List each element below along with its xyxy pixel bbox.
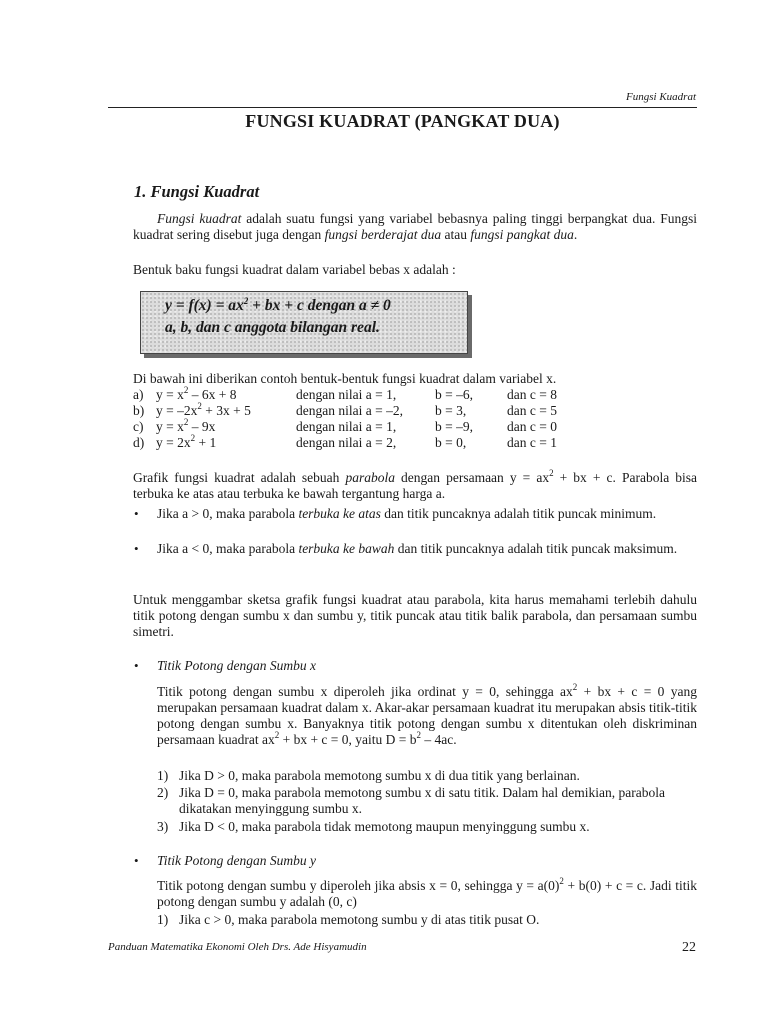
tp-x-paragraph: Titik potong dengan sumbu x diperoleh jika ordinat y = 0, sehingga $ax^2$ + bx + c = 0 yang merupakan persamaan kuadrat dalam x. Akar-akar persamaan kuadrat itu merupakan absis titik-titik potong dengan sumbu x. Banyaknya titik potong dengan sumbu x ditentukan oleh diskriminan persamaan kuadrat $ax^2$ + bx + c = 0, yaitu $D = b^2 - 4ac$. xyxy=(157,682,697,747)
formula-box xyxy=(140,291,468,354)
bullet-icon: • xyxy=(134,541,139,556)
section-heading xyxy=(134,182,259,202)
footer-credit: Panduan Matematika Ekonomi Oleh Drs. Ade Hisyamudin xyxy=(108,941,367,953)
section-number: 1. xyxy=(134,182,147,201)
section-heading-text: Fungsi Kuadrat xyxy=(150,182,260,201)
bullet-a-positive: Jika a > 0, maka parabola terbuka ke atas dan titik puncaknya adalah titik puncak minimum. xyxy=(157,506,657,521)
example-row-b: b) $y = -2x^2 + 3x + 5$ dengan nilai a = –2, b = 3, dan c = 5 xyxy=(133,401,557,418)
header-rule xyxy=(108,107,697,108)
formula-line-2: a, b, dan c anggota bilangan real. xyxy=(165,319,380,336)
parabola-term: parabola xyxy=(345,470,395,485)
tp-y-paragraph: Titik potong dengan sumbu y diperoleh jika absis x = 0, sehingga $y = a(0)^2 + b(0) + c = c$. Jadi titik potong dengan sumbu y adalah (0, c) xyxy=(157,876,697,909)
examples-intro: Di bawah ini diberikan contoh bentuk-bentuk fungsi kuadrat dalam variabel x. xyxy=(133,371,557,386)
page-title: FUNGSI KUADRAT (PANGKAT DUA) xyxy=(245,111,560,131)
sketsa-paragraph: Untuk menggambar sketsa grafik fungsi kuadrat atau parabola, kita harus memahami terlebih dahulu titik potong dengan sumbu x dan sumbu y, titik puncak atau titik balik parabola, dan persamaan sumbu simetri. xyxy=(133,592,697,639)
grafik-paragraph: Grafik fungsi kuadrat adalah sebuah parabola dengan persamaan $y = ax^2$ + bx + c. Parabola bisa terbuka ke atas atau terbuka ke bawah tergantung harga a. xyxy=(133,468,697,501)
example-row-d: d) $y = 2x^2 + 1$ dengan nilai a = 2, b = 0, dan c = 1 xyxy=(133,433,557,450)
intro-alt-term-2: fungsi pangkat dua xyxy=(470,227,574,242)
intro-paragraph: Fungsi kuadrat adalah suatu fungsi yang variabel bebasnya paling tinggi berpangkat dua. Fungsi kuadrat sering disebut juga dengan fungsi berderajat dua atau fungsi pangkat dua. xyxy=(133,211,698,242)
example-row-a: a) $y = x^2 - 6x + 8$ dengan nilai a = 1, b = –6, dan c = 8 xyxy=(133,385,557,402)
bullet-icon: • xyxy=(134,506,139,521)
document-page: Fungsi Kuadrat FUNGSI KUADRAT (PANGKAT DUA) 1. Fungsi Kuadrat Fungsi kuadrat adalah suatu fungsi yang variabel bebasnya paling tinggi berpangkat dua. Fungsi kuadrat sering disebut juga dengan fungsi berderajat dua atau fungsi pangkat dua. Bentuk baku fungsi kuadrat dalam variabel bebas x adalah : $y = f(x) = ax^2$ + bx + c dengan a ≠ 0 a, b, dan c anggota bilangan real. Di bawah ini diberikan contoh bentuk-bentuk fungsi kuadrat dalam variabel x. a) $y = x^2 - 6x + 8$ dengan nilai a = 1, b = –6, dan c = 8 b) $y = -2x^2 + 3x + 5$ dengan nilai a = –2, b = 3, dan c = 5 c) $y = x^2 - 9x$ dengan nilai a = 1, b = –9, dan c = 0 d) $y = 2x^2 + 1$ dengan nilai a = 2, b = 0, dan c = 1 Grafik fungsi kuadrat adalah sebuah parabola dengan persamaan $y = ax^2$ + bx + c. Parabola bisa terbuka ke atas atau terbuka ke bawah tergantung harga a. • Jika a > 0, maka parabola terbuka ke atas dan titik puncaknya adalah titik puncak minimum. • Jika a < 0, maka parabola terbuka ke bawah dan titik puncaknya adalah titik puncak maksimum. Untuk menggambar sketsa grafik fungsi kuadrat atau parabola, kita harus memahami terlebih dahulu titik potong dengan sumbu x dan sumbu y, titik puncak atau titik balik parabola, dan persamaan sumbu simetri. • Titik Potong dengan Sumbu x Titik potong dengan sumbu x diperoleh jika ordinat y = 0, sehingga $ax^2$ + bx + c = 0 yang merupakan persamaan kuadrat dalam x. Akar-akar persamaan kuadrat itu merupakan absis titik-titik potong dengan sumbu x. Banyaknya titik potong dengan sumbu x ditentukan oleh diskriminan persamaan kuadrat $ax^2$ + bx + c = 0, yaitu $D = b^2 - 4ac$. 1) Jika D > 0, maka parabola memotong sumbu x di dua titik yang berlainan. 2) Jika D = 0, maka parabola memotong sumbu x di satu titik. Dalam hal demikian, parabola dikatakan menyinggung sumbu x. 3) Jika D < 0, maka parabola tidak memotong maupun menyinggung sumbu x. • Titik Potong dengan Sumbu y Titik potong dengan sumbu y diperoleh jika absis x = 0, sehingga $y = a(0)^2 + b(0) + c = c$. Jadi titik potong dengan sumbu y adalah (0, c) 1) Jika c > 0, maka parabola memotong sumbu y di atas titik pusat O. Panduan Matematika Ekonomi Oleh Drs. Ade Hisyamudin 22 xyxy=(108,91,698,955)
tp-x-heading: Titik Potong dengan Sumbu x xyxy=(157,658,316,673)
bullet-a-negative: Jika a < 0, maka parabola terbuka ke bawah dan titik puncaknya adalah titik puncak maksimum. xyxy=(157,541,678,556)
bullet-icon: • xyxy=(134,853,139,868)
page-number: 22 xyxy=(682,940,696,955)
intro-term: Fungsi kuadrat xyxy=(157,211,242,226)
tp-y-heading: Titik Potong dengan Sumbu y xyxy=(157,853,316,868)
formula-line-1: $y = f(x) = ax^2$ + bx + c dengan a ≠ 0 xyxy=(165,296,391,314)
baku-sentence: Bentuk baku fungsi kuadrat dalam variabel bebas x adalah : xyxy=(133,262,456,277)
example-row-c: c) $y = x^2 - 9x$ dengan nilai a = 1, b = –9, dan c = 0 xyxy=(133,417,557,434)
intro-alt-term-1: fungsi berderajat dua xyxy=(324,227,442,242)
bullet-icon: • xyxy=(134,658,139,673)
running-header: Fungsi Kuadrat xyxy=(626,91,696,103)
